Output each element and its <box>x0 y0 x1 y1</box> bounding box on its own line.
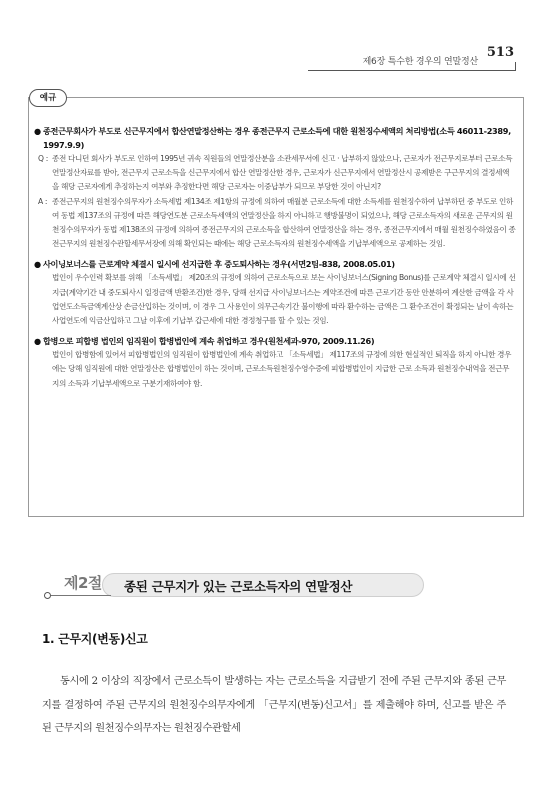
example-item-heading <box>34 124 516 152</box>
example-item-heading <box>34 334 516 348</box>
chapter-title: 제6장 특수한 경우의 연말정산 <box>362 57 478 67</box>
example-item-2 <box>34 257 516 328</box>
example-item-heading <box>34 257 516 271</box>
question-text: 종전 다니던 회사가 부도로 인하여 1995년 귀속 직원들의 연말정산분을 소관세무서에 신고 · 납부하지 않았으나, 근로자가 전근무지로부터 근로소득연말정산자료를 받아, 전근무지 근로소득을 신근무지에서 합산 연말정산한 경우, 근로자가 신근무지에서 연말정산시 공제받은 구근무지의 결정세액을 해당 근로자에게 추징하는지 여부와 추징한다면 해당 근로자는 이중납부가 되므로 부당한 것이 아닌지? <box>52 154 513 192</box>
answer <box>34 195 516 252</box>
header-tick <box>515 62 516 71</box>
example-tag: 예규 <box>29 89 67 107</box>
bullet-icon: ● <box>34 336 41 347</box>
heading-text: 종전근무회사가 부도로 신근무지에서 합산연말정산하는 경우 종전근무지 근로소득에 대한 원천징수세액의 처리방법(소득 46011-2389, 1997.9.9) <box>43 126 511 150</box>
example-item-3 <box>34 334 516 391</box>
banner-dot-icon <box>44 592 51 599</box>
bullet-icon: ● <box>34 259 41 270</box>
header-rule <box>308 70 516 71</box>
banner-line <box>51 595 111 596</box>
page-number: 513 <box>486 45 514 60</box>
page-header <box>0 40 550 70</box>
section-banner <box>38 568 408 602</box>
section-label: 제2절 <box>64 574 102 592</box>
example-content <box>34 124 516 397</box>
bullet-icon: ● <box>34 126 41 136</box>
question-label: Q : <box>38 154 48 163</box>
body-text <box>42 670 506 741</box>
subsection-heading: 1. 근무지(변동)신고 <box>42 632 148 646</box>
section-title: 종된 근무지가 있는 근로소득자의 연말정산 <box>124 579 353 594</box>
heading-text: 사이닝보너스를 근로계약 체결시 일시에 선지급한 후 중도퇴사하는 경우(서면2팀-838, 2008.05.01) <box>43 259 395 270</box>
example-paragraph: 법인이 합병함에 있어서 피합병법인의 임직원이 합병법인에 계속 취업하고 「소득세법」 제117조의 규정에 의한 현실적인 퇴직을 하지 아니한 경우에는 당해 임직원에 대한 연말정산은 합병법인이 하는 것이며, 근로소득원천징수영수증에 피합병법인이 지급한 근로 소득과 원천징수내역을 전근무지의 소득과 기납부세액으로 구분기재하여야 함. <box>52 350 512 388</box>
body-paragraph: 동시에 2 이상의 직장에서 근로소득이 발생하는 자는 근로소득을 지급받기 전에 주된 근무지와 종된 근무지를 결정하여 주된 근무지의 원천징수의무자에게 「근무지(변동)신고서」를 제출해야 하며, 신고를 받은 주된 근무지의 원천징수의무자는 원천징수관할세 <box>42 676 506 734</box>
answer-label: A : <box>38 196 48 206</box>
answer-text: 종전근무지의 원천징수의무자가 소득세법 제134조 제1항의 규정에 의하여 매월분 근로소득에 대한 소득세를 원천징수하여 납부하던 중 부도로 인하여 동법 제137조의 규정에 따른 해당연도분 근로소득세액의 연말정산을 하지 아니하고 행방불명이 되었으나, 해당 근로소득자의 새로운 근무지의 원천징수의무자가 동법 제138조의 규정에 의하여 종전근무지의 근로소득을 합산하여 연말정산을 하는 경우, 종전근무지에서 매월 원천징수하였음이 종전근무지의 원천징수관할세무서장에 의해 확인되는 때에는 해당 근로소득자의 원천징수세액을 기납부세액으로 공제하는 것임. <box>52 196 516 249</box>
example-paragraph: 법인이 우수인력 확보를 위해 「소득세법」 제20조의 규정에 의하여 근로소득으로 보는 사이닝보너스(Signing Bonus)를 근로계약 체결시 일시에 선지급(계약기간 내 중도퇴사시 일정금액 반환조건)한 경우, 당해 선지급 사이닝보너스는 계약조건에 따른 근로기간 동안 안분하여 계산한 금액을 각 사업연도소득금액계산상 손금산입하는 것이며, 이 경우 그 사용인이 의무근속기간 불이행에 따라 환수하는 금액은 그 환수조건이 확정되는 날이 속하는 사업연도에 익금산입하고 그날 이후에 기납부 갑근세에 대한 경정청구를 할 수 있는 것임. <box>52 273 516 326</box>
heading-text: 합병으로 피합병 법인의 임직원이 합병법인에 계속 취업하고 경우(원천세과-970, 2009.11.26) <box>43 336 375 347</box>
example-item-1 <box>34 124 516 251</box>
question <box>34 152 516 195</box>
